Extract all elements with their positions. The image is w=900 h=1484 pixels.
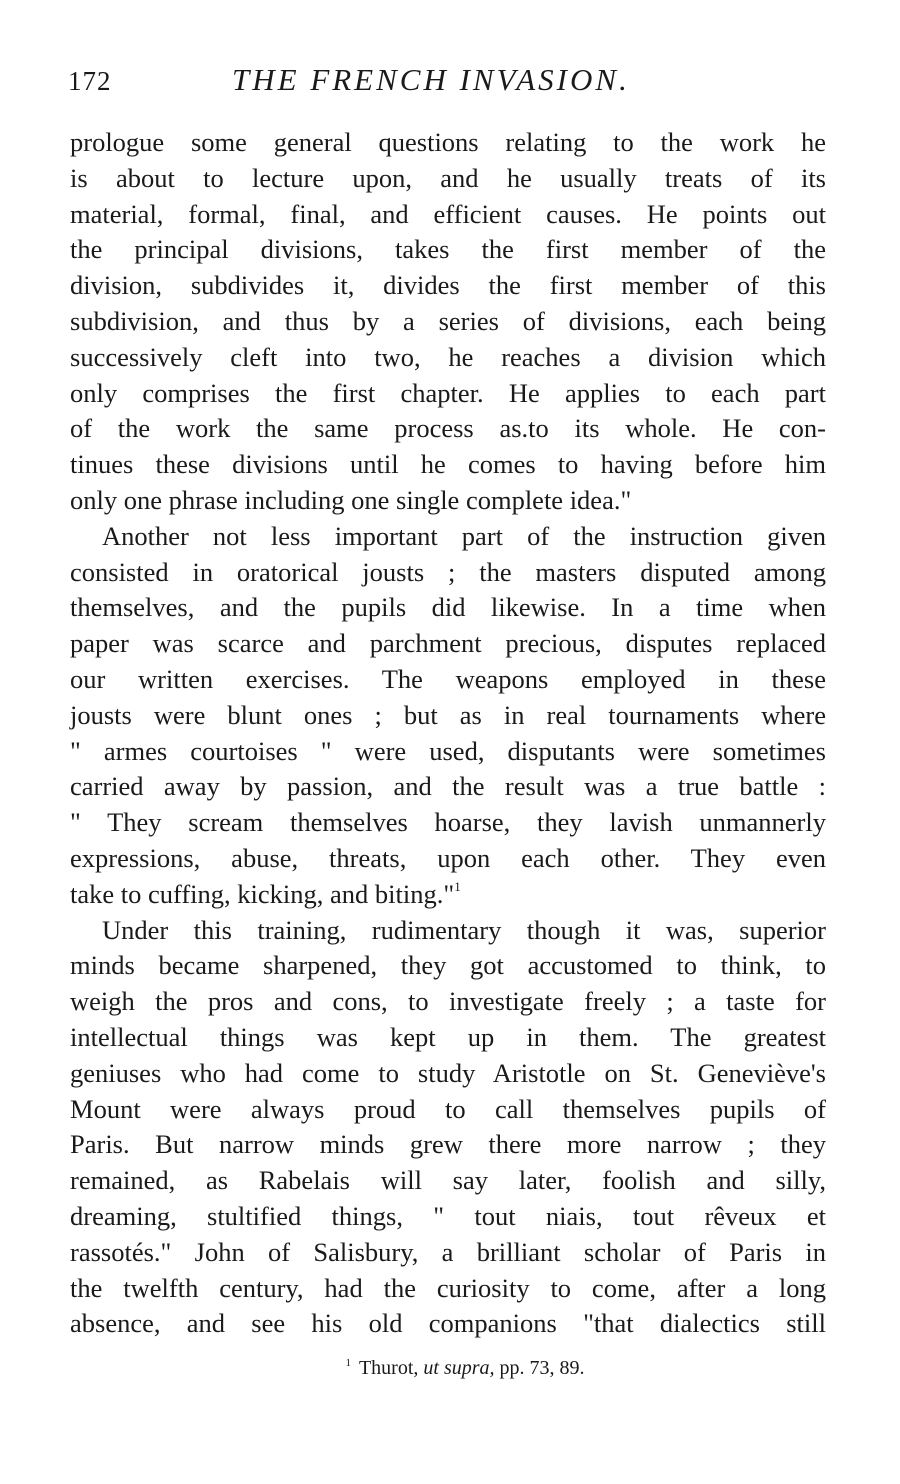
- footnote: [0, 1357, 900, 1380]
- text-line: absence, and see his old companions "that dialectics still: [70, 1308, 826, 1339]
- text-line: of the work the same process as.to its whole. He con-: [70, 413, 826, 444]
- text-line: only comprises the first chapter. He applies to each part: [70, 377, 826, 408]
- footnote-mark: 1: [345, 1357, 351, 1369]
- text-line: prologue some general questions relating to the work he: [70, 127, 826, 157]
- text-line: jousts were blunt ones ; but as in real tournaments where: [70, 699, 826, 730]
- paragraph: [70, 125, 826, 519]
- text-line: remained, as Rabelais will say later, foolish and silly,: [70, 1165, 826, 1196]
- text-line: weigh the pros and cons, to investigate freely ; a taste for: [70, 986, 826, 1017]
- footnote-author: Thurot,: [358, 1357, 419, 1379]
- text-line: carried away by passion, and the result was a true battle :: [70, 771, 826, 802]
- text-line: paper was scarce and parchment precious, disputes replaced: [70, 628, 826, 659]
- text-line: [70, 877, 826, 913]
- text-line-content: take to cuffing, kicking, and biting.": [70, 878, 455, 909]
- text-line: minds became sharpened, they got accustomed to think, to: [70, 950, 826, 981]
- text-line: Another not less important part of the instruction given: [102, 520, 826, 551]
- footnote-reference: ut supra,: [423, 1357, 495, 1379]
- page-number: 172: [68, 66, 112, 96]
- text-line: " armes courtoises " were used, disputants were sometimes: [70, 735, 826, 766]
- text-line: is about to lecture upon, and he usually treats of its: [70, 162, 826, 193]
- paragraph: [70, 519, 826, 913]
- text-line: the principal divisions, takes the first member of the: [70, 234, 826, 265]
- running-title: THE FRENCH INVASION.: [232, 62, 630, 97]
- text-line: successively cleft into two, he reaches a division which: [70, 341, 826, 372]
- body-text: [70, 125, 826, 1342]
- text-line: consisted in oratorical jousts ; the masters disputed among: [70, 556, 826, 587]
- paragraph: [70, 913, 826, 1343]
- text-line: themselves, and the pupils did likewise. In a time when: [70, 592, 826, 623]
- footnote-pages: pp. 73, 89.: [499, 1357, 585, 1379]
- text-line: dreaming, stultified things, " tout niais, tout rêveux et: [70, 1200, 826, 1231]
- text-line: our written exercises. The weapons employed in these: [70, 663, 826, 694]
- text-line: intellectual things was kept up in them. The greatest: [70, 1021, 826, 1052]
- text-line: material, formal, final, and efficient causes. He points out: [70, 198, 826, 229]
- footnote-marker: 1: [454, 878, 461, 894]
- text-line: tinues these divisions until he comes to having before him: [70, 449, 826, 480]
- text-line: Under this training, rudimentary though it was, superior: [102, 914, 826, 945]
- text-line: Mount were always proud to call themselves pupils of: [70, 1093, 826, 1124]
- text-line: subdivision, and thus by a series of divisions, each being: [70, 305, 826, 336]
- text-line: rassotés." John of Salisbury, a brilliant scholar of Paris in: [70, 1236, 826, 1267]
- text-line: the twelfth century, had the curiosity to come, after a long: [70, 1272, 826, 1303]
- text-line: only one phrase including one single complete idea.": [70, 484, 632, 515]
- text-line: division, subdivides it, divides the first member of this: [70, 270, 826, 301]
- text-line: Paris. But narrow minds grew there more narrow ; they: [70, 1129, 826, 1160]
- page-header: [68, 62, 828, 102]
- text-line: " They scream themselves hoarse, they lavish unmannerly: [70, 807, 826, 838]
- text-line: expressions, abuse, threats, upon each other. They even: [70, 842, 826, 873]
- text-line: geniuses who had come to study Aristotle on St. Geneviève's: [70, 1057, 826, 1088]
